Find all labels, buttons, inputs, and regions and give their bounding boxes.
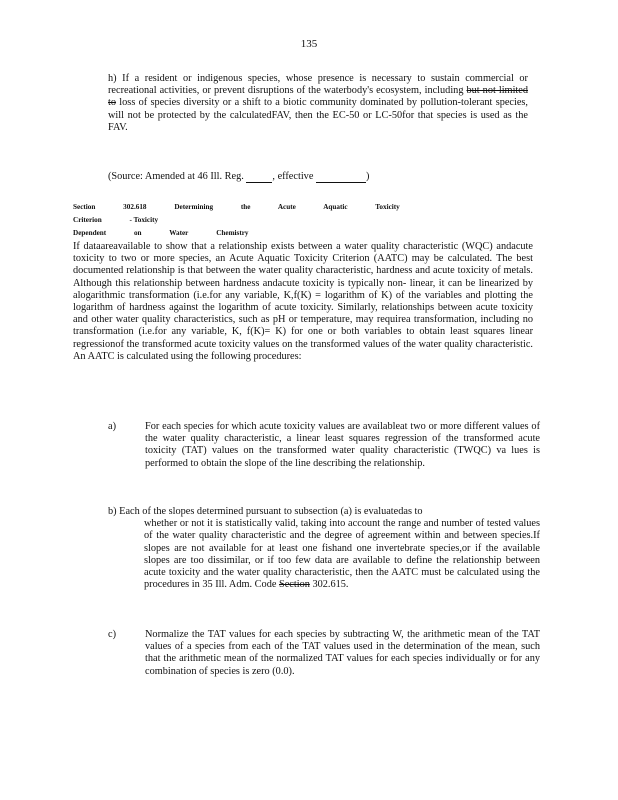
item-b-paragraph <box>108 506 540 591</box>
item-c-text: Normalize the TAT values for each species by subtracting W, the arithmetic mean of the TAT values of a species from each of the TAT values used in the determination of the mean, such that the arithmetic mean of the normalized TAT values for each species individually or for any combination of species is zero (0.0). <box>145 629 540 677</box>
section-heading-word: Toxicity <box>375 203 400 211</box>
item-c-marker: c) <box>108 629 116 640</box>
section-heading-word: - Toxicity <box>129 216 159 224</box>
section-heading-word: on <box>133 229 142 237</box>
section-heading-word: Criterion <box>73 216 102 224</box>
item-b-text-before: whether or not it is statistically valid, taking into account the range and number of tested values of the water quality characteristic and the degree of agreement within and between species.If slopes are not available for at least one fishand one invertebrate species,or if the available slopes are too dissimilar, or if too few data are available to define the relationship between acute toxicity and the water quality characteristic, then the AATC must be calculated using the procedures in 35 Ill. Adm. Code <box>144 518 540 591</box>
item-b-struck-text: Section <box>278 579 310 591</box>
source-blank-reg <box>246 172 272 183</box>
page-number: 135 <box>300 38 318 50</box>
item-b-text-after: 302.615. <box>312 579 349 591</box>
source-blank-date <box>316 172 366 183</box>
item-h-struck-text: but not limited to <box>108 85 529 109</box>
section-heading-word: Determining <box>174 203 214 211</box>
intro-paragraph: If dataareavailable to show that a relationship exists between a water quality characteristic (WQC) andacute toxicity to two or more species, an Acute Aquatic Toxicity Criterion (AATC) may be calculated. The best documented relationship is that between the water quality characteristic, hardness and acute toxicity of metals. Although this relationship between hardness andacute toxicity is typically non- linear, it can be linearized by alogarithmic transformation (i.e.for any variable, K,f(K) = logarithm of K) of the variables and plotting the logarithm of hardness against the logarithm of acute toxicity. Similarly, relationships between acute toxicity and other water quality characteristics, such as pH or temperature, may requirea transformation, including no transformation (i.e.for any variable, K, f(K)= K) for one or both variables to obtain least squares linear regressionof the transformed acute toxicity values on the transformed values of the water quality characteristic. An AATC is calculated using the following procedures: <box>73 241 533 362</box>
source-suffix: ) <box>365 171 370 182</box>
item-h-text-after: loss of species diversity or a shift to a biotic community dominated by pollution-tolerant species, will not be protected by the calculatedFAV, then the EC-50 or LC-50for that species is used as the FAV. <box>108 97 528 133</box>
section-heading-word: Chemistry <box>216 229 249 237</box>
item-b-first-line: b) Each of the slopes determined pursuant to subsection (a) is evaluatedas to <box>108 506 423 517</box>
item-h-paragraph <box>108 73 528 134</box>
section-heading-line-2 <box>73 227 453 240</box>
section-heading <box>73 201 453 240</box>
item-h-marker: h) <box>108 73 117 84</box>
source-prefix: (Source: Amended at 46 Ill. Reg. <box>108 171 244 182</box>
item-h-text-before: If a resident or indigenous species, whose presence is necessary to sustain commercial or recreational activities, or prevent disruptions of the waterbody's ecosystem, including <box>108 73 528 97</box>
section-heading-word: Aquatic <box>323 203 348 211</box>
section-heading-word: 302.618 <box>123 203 147 211</box>
section-heading-word: Section <box>73 203 96 211</box>
source-middle: , effective <box>272 171 314 182</box>
item-a-marker: a) <box>108 421 116 432</box>
item-b-continuation <box>144 518 540 591</box>
section-heading-word: Dependent <box>73 229 107 237</box>
item-a-text: For each species for which acute toxicity values are availableat two or more different values of the water quality characteristic, a linear least squares regression of the transformed acute toxicity (TAT) values on the transformed water quality characteristic (TWQC) va lues is performed to obtain the slope of the line describing the relationship. <box>145 421 540 469</box>
section-heading-word: Acute <box>277 203 296 211</box>
section-heading-line-1 <box>73 201 453 227</box>
section-heading-word: the <box>240 203 251 211</box>
source-note <box>108 171 428 183</box>
section-heading-word: Water <box>169 229 189 237</box>
